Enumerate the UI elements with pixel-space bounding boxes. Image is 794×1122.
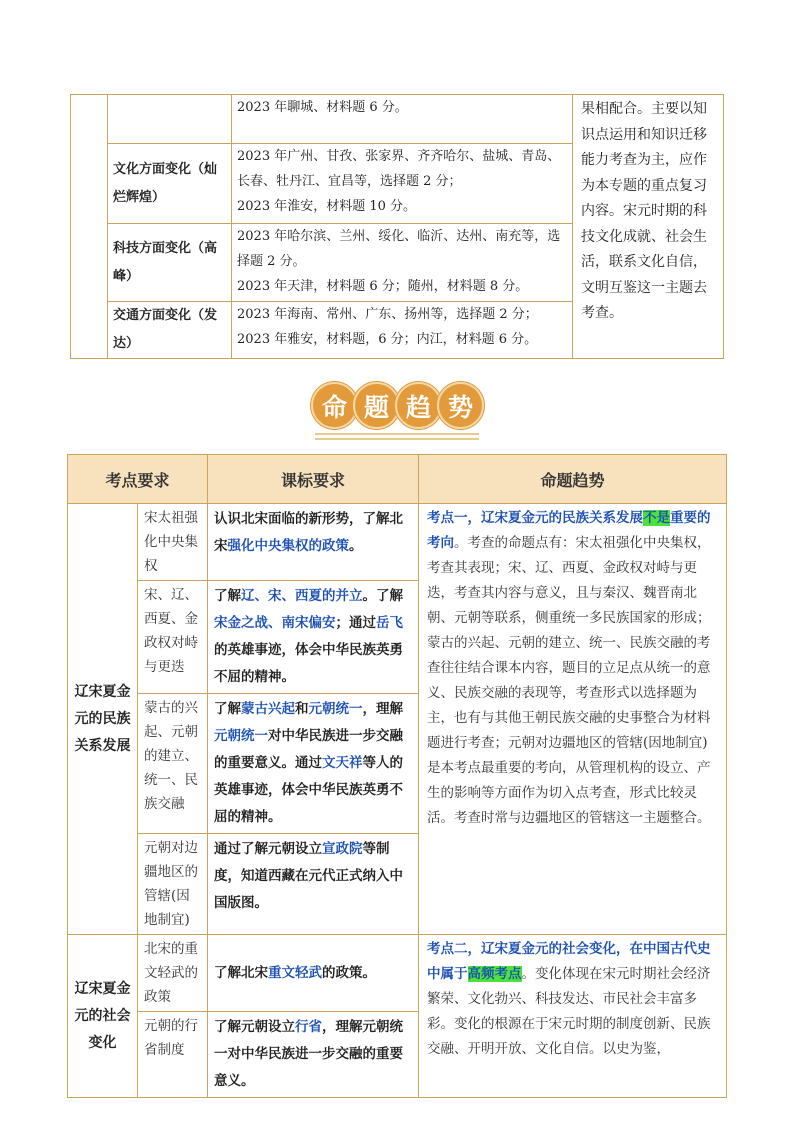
divider [315, 433, 479, 435]
table-row [68, 935, 727, 1012]
point-cell: 宋太祖强化中央集权 [138, 504, 208, 581]
exam-cell: 2023 年聊城、材料题 6 分。 [232, 95, 573, 144]
trend-cell: 考点二，辽宋夏金元的社会变化，在中国古代史中属于高频考点。变化体现在宋元时期社会经济繁荣、文化勃兴、科技发达、市民社会丰富多彩。变化的根源在于宋元时期的制度创新、民族交融、开明开放、文化自信。以史为鉴， [419, 935, 727, 1098]
section-banner [311, 382, 483, 440]
standard-cell: 了解辽、宋、西夏的并立。了解宋金之战、南宋偏安；通过岳飞的英雄事迹，体会中华民族英勇不屈的精神。 [208, 581, 419, 694]
banner-char: 命 [311, 382, 358, 429]
exam-cell: 2023 年哈尔滨、兰州、绥化、临沂、达州、南充等，选 择题 2 分。 2023 年天津，材料题 6 分；随州，材料题 8 分。 [232, 224, 573, 302]
point-cell: 元朝的行省制度 [138, 1012, 208, 1098]
point-cell: 蒙古的兴起、元朝的建立、统一、民族交融 [138, 694, 208, 834]
row-label [108, 95, 232, 144]
trend-table [67, 454, 727, 1098]
header-row [68, 455, 727, 504]
row-label: 交通方面变化（发达） [108, 302, 232, 359]
standard-cell: 认识北宋面临的新形势，了解北宋强化中央集权的政策。 [208, 504, 419, 581]
banner-char: 题 [353, 382, 400, 429]
point-cell: 北宋的重文轻武的政策 [138, 935, 208, 1012]
point-cell: 元朝对边疆地区的管辖(因地制宜) [138, 834, 208, 935]
table-row [68, 504, 727, 581]
table-row [71, 95, 724, 144]
standard-cell: 了解元朝设立行省，理解元朝统一对中华民族进一步交融的重要意义。 [208, 1012, 419, 1098]
row-label: 科技方面变化（高峰） [108, 224, 232, 302]
topic-label: 辽宋夏金元的社会变化 [68, 935, 138, 1098]
empty-topic-cell [71, 95, 108, 359]
exam-stats-table [70, 94, 724, 359]
topic-label: 辽宋夏金元的民族关系发展 [68, 504, 138, 935]
exam-cell: 2023 年海南、常州、广东、扬州等，选择题 2 分； 2023 年雅安，材料题，6 分；内江，材料题 6 分。 [232, 302, 573, 359]
banner-char: 趋 [395, 382, 442, 429]
exam-cell: 2023 年广州、甘孜、张家界、齐齐哈尔、盐城、青岛、 长春、牡丹江、宜昌等，选择题 2 分； 2023 年淮安，材料题 10 分。 [232, 144, 573, 224]
trend-cell: 考点一，辽宋夏金元的民族关系发展不是重要的考向。考查的命题点有：宋太祖强化中央集权，考查其表现；宋、辽、西夏、金政权对峙与更迭，考查其内容与意义，且与秦汉、魏晋南北朝、元朝等联系，侧重统一多民族国家的形成；蒙古的兴起、元朝的建立、统一、民族交融的考查往往结合课本内容，题目的立足点从统一的意义、民族交融的表现等，考查形式以选择题为主，也有与其他王朝民族交融的史事整合为材料题进行考查；元朝对边疆地区的管辖(因地制宜)是本考点最重要的考向，从管理机构的设立、产生的影响等方面作为切入点考查，形式比较灵活。考查时常与边疆地区的管辖这一主题整合。 [419, 504, 727, 935]
side-note: 果相配合。主要以知识点运用和知识迁移能力考查为主，应作为本专题的重点复习内容。宋元时期的科技文化成就、社会生活，联系文化自信，文明互鉴这一主题去考查。 [573, 95, 724, 359]
point-cell: 宋、辽、西夏、金政权对峙与更迭 [138, 581, 208, 694]
header-points: 考点要求 [68, 455, 208, 504]
standard-cell: 了解北宋重文轻武的政策。 [208, 935, 419, 1012]
header-standards: 课标要求 [208, 455, 419, 504]
standard-cell: 通过了解元朝设立宣政院等制度，知道西藏在元代正式纳入中国版图。 [208, 834, 419, 935]
divider [315, 438, 479, 440]
banner-char: 势 [437, 382, 484, 429]
header-trends: 命题趋势 [419, 455, 727, 504]
standard-cell: 了解蒙古兴起和元朝统一，理解元朝统一对中华民族进一步交融的重要意义。通过文天祥等人的英雄事迹，体会中华民族英勇不屈的精神。 [208, 694, 419, 834]
row-label: 文化方面变化（灿烂辉煌） [108, 144, 232, 224]
